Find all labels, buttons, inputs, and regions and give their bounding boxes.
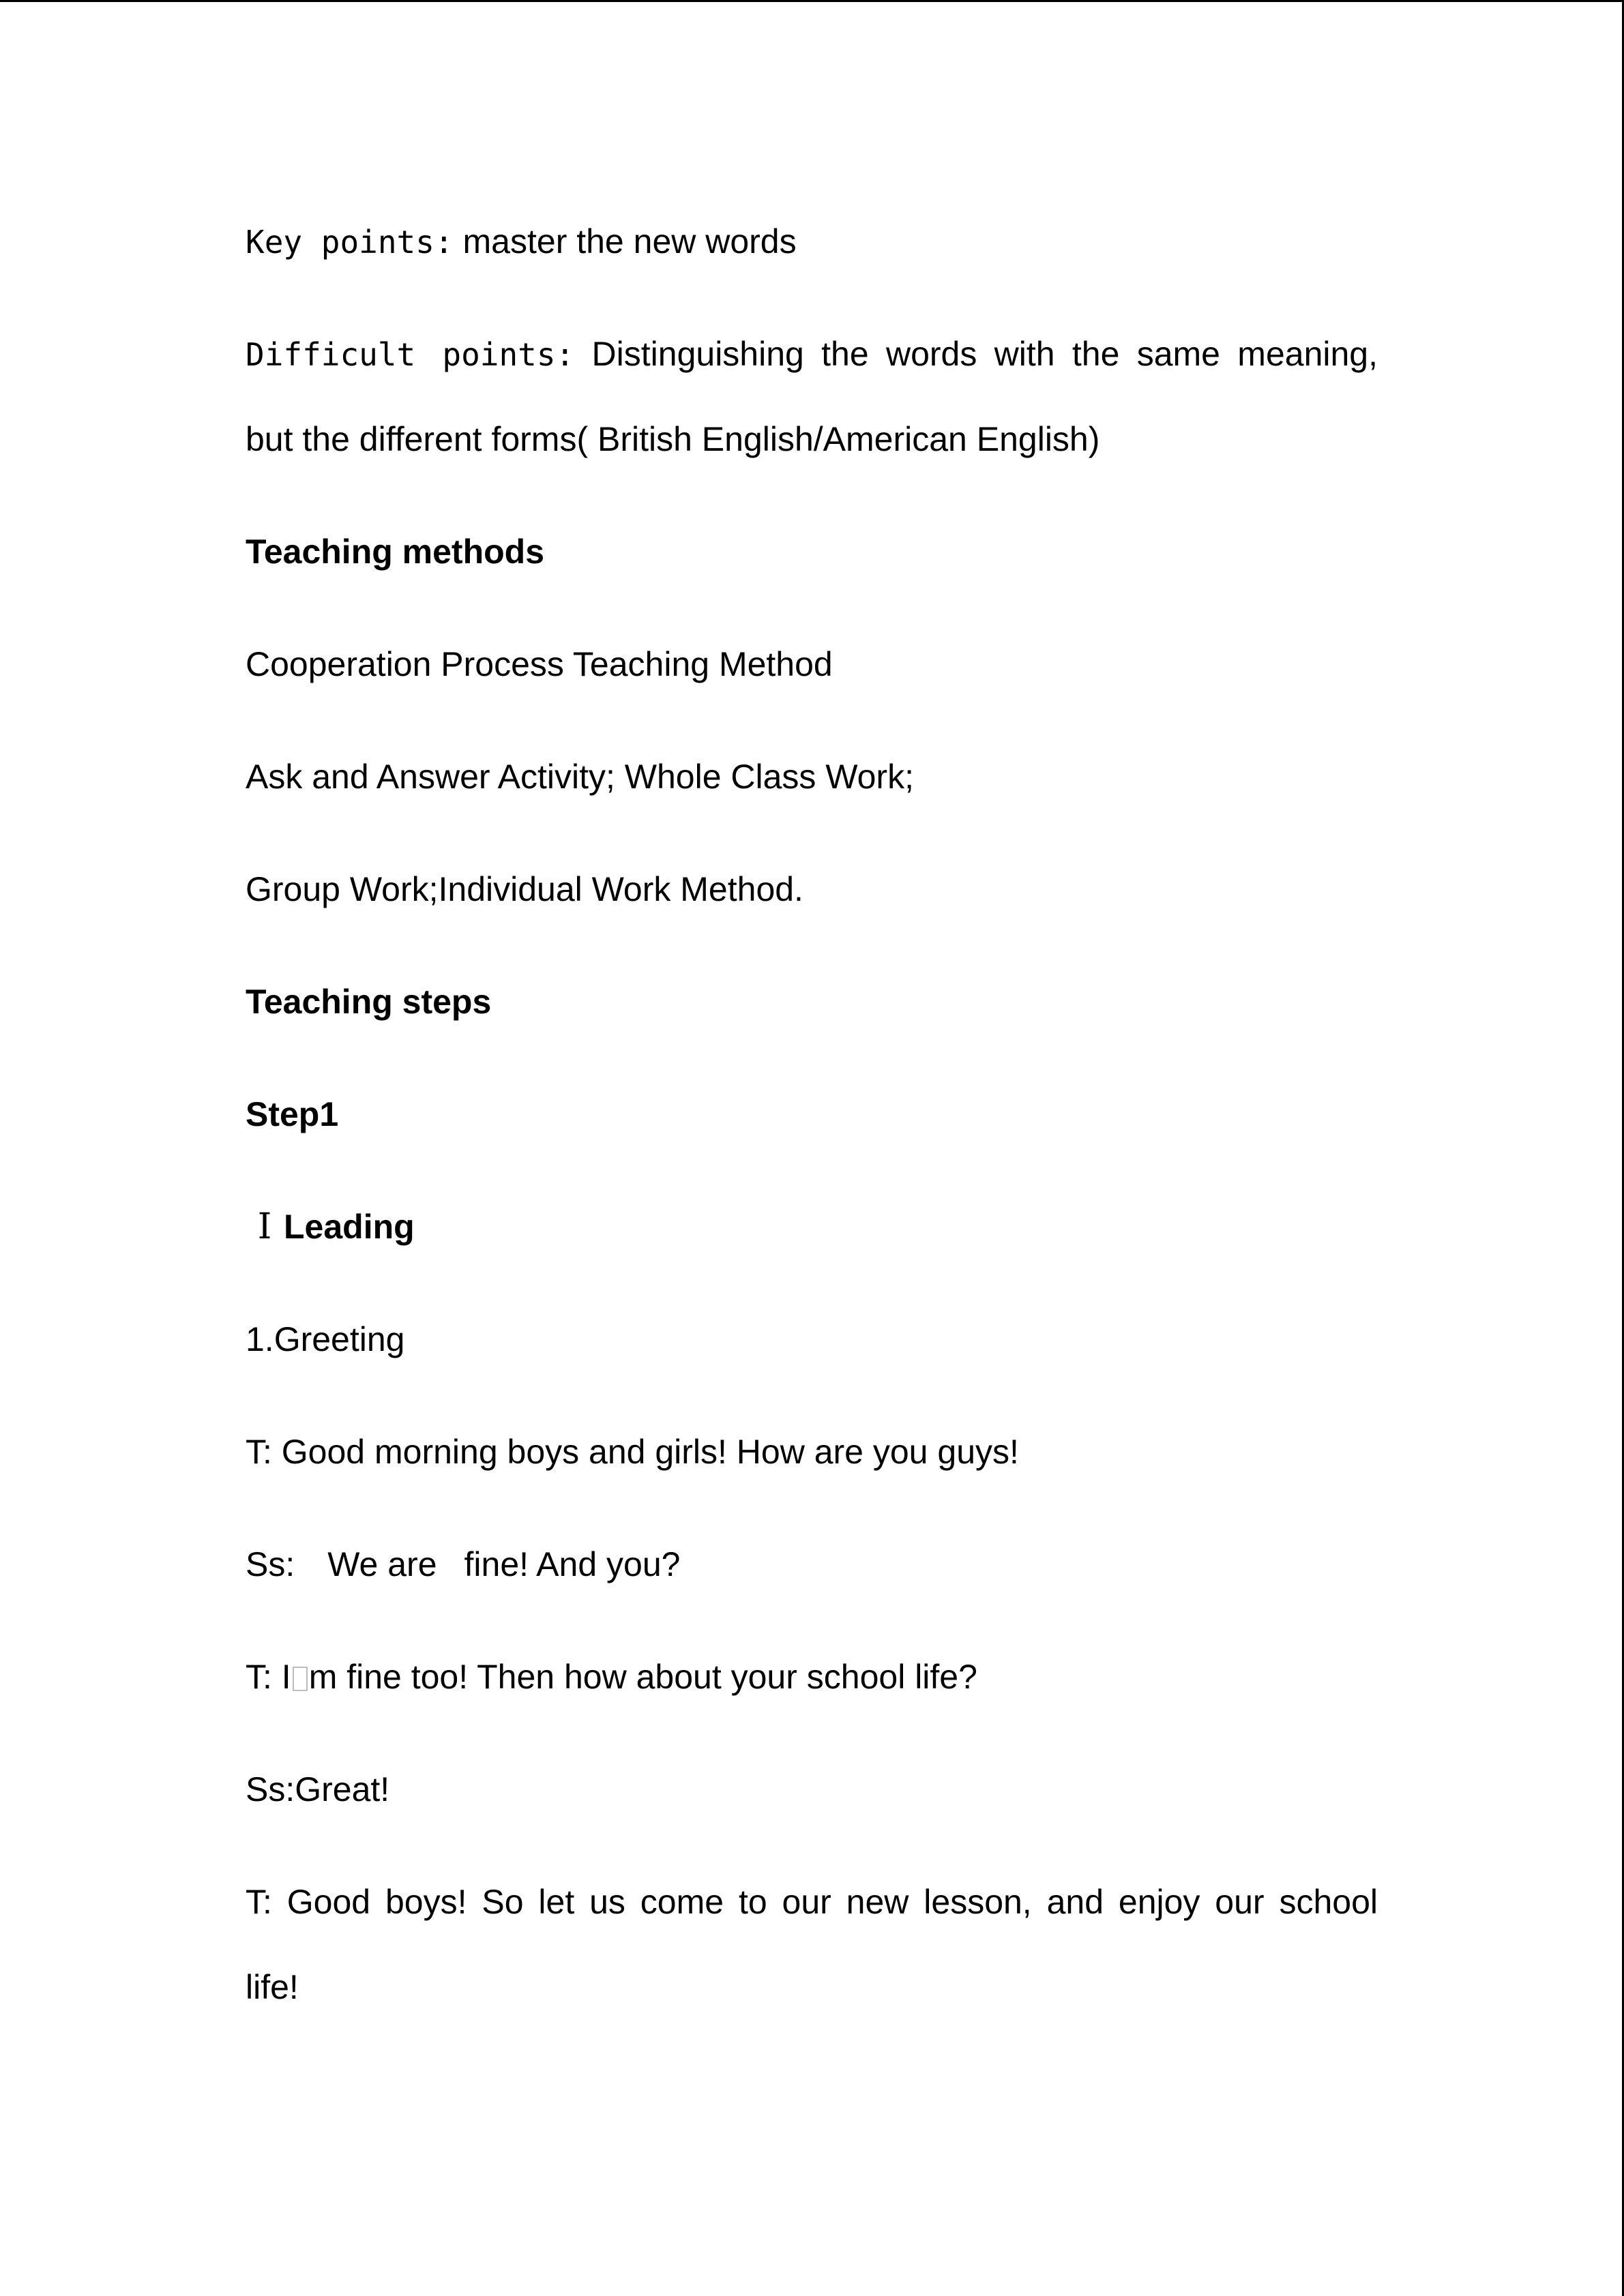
dialogue-text: We are — [327, 1545, 437, 1583]
difficult-points-line-2: but the different forms( British English/American English) — [246, 420, 1100, 458]
difficult-points-text-1: Distinguishing the words with the same meaning, — [574, 335, 1378, 373]
dialogue-line — [246, 1656, 977, 1698]
key-points-text: master the new words — [453, 222, 797, 260]
dialogue-text: m fine too! Then how about your school life? — [308, 1658, 977, 1696]
subsection-greeting: 1.Greeting — [246, 1320, 405, 1358]
key-points-line — [246, 220, 797, 263]
difficult-points-label: Difficult points: — [246, 336, 575, 373]
section-title: Leading — [284, 1208, 415, 1246]
section-numeral: Ⅰ — [257, 1206, 272, 1247]
teaching-method-item: Ask and Answer Activity; Whole Class Work; — [246, 758, 914, 796]
dialogue-line: Ss:Great! — [246, 1770, 390, 1808]
key-points-label: Key points: — [246, 224, 454, 260]
step-label: Step1 — [246, 1095, 339, 1133]
dialogue-text: T: I — [246, 1658, 291, 1696]
dialogue-line: T: Good morning boys and girls! How are you guys! — [246, 1433, 1019, 1471]
dialogue-line — [246, 1543, 680, 1585]
teaching-method-item: Cooperation Process Teaching Method — [246, 645, 833, 683]
missing-glyph-box — [293, 1667, 308, 1691]
dialogue-text: fine! And you? — [464, 1545, 681, 1583]
difficult-points-line-1 — [246, 333, 1378, 376]
dialogue-speaker: Ss: — [246, 1545, 295, 1583]
teaching-steps-heading: Teaching steps — [246, 983, 492, 1021]
teaching-method-item: Group Work;Individual Work Method. — [246, 870, 803, 908]
section-leading-heading — [246, 1206, 415, 1248]
teaching-methods-heading: Teaching methods — [246, 533, 545, 571]
dialogue-line: T: Good boys! So let us come to our new lesson, and enjoy our school — [246, 1883, 1378, 1921]
dialogue-line-continued: life! — [246, 1968, 299, 2006]
